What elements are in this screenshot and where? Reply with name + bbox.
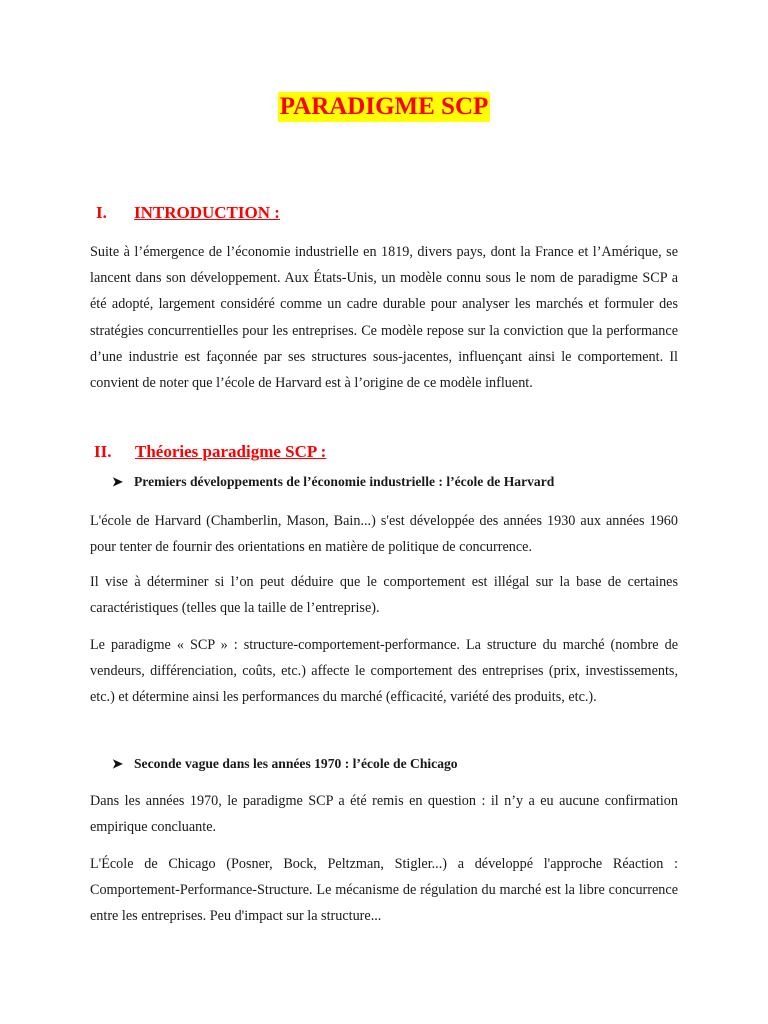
bullet-chicago	[112, 754, 458, 774]
harvard-paragraph-3: Le paradigme « SCP » : structure-comportement-performance. La structure du marché (nombre de vendeurs, différenciation, coûts, etc.) affecte le comportement des entreprises (prix, investissements, etc.) et détermine ainsi les performances du marché (efficacité, variété des produits, etc.).	[90, 637, 678, 706]
bullet-label: Premiers développements de l’économie industrielle : l’école de Harvard	[134, 474, 555, 489]
section-heading-introduction	[96, 202, 280, 224]
harvard-paragraph-2: Il vise à déterminer si l’on peut déduire que le comportement est illégal sur la base de certaines caractéristiques (telles que la taille de l’entreprise).	[90, 574, 678, 617]
section-label: INTRODUCTION :	[134, 203, 280, 222]
bullet-harvard	[112, 472, 554, 492]
chicago-paragraph-1: Dans les années 1970, le paradigme SCP a été remis en question : il n’y a eu aucune confirmation empirique concluante.	[90, 793, 678, 836]
section-label: Théories paradigme SCP :	[135, 442, 327, 461]
section-number: I.	[96, 203, 107, 222]
chicago-paragraph-2: L'École de Chicago (Posner, Bock, Peltzman, Stigler...) a développé l'approche Réaction : Comportement-Performance-Structure. Le mécanisme de régulation du marché est la libre concurrence entre les entreprises. Peu d'impact sur la structure...	[90, 856, 678, 925]
arrowhead-right-icon: ➤	[112, 756, 123, 771]
arrowhead-right-icon: ➤	[112, 474, 123, 489]
bullet-label: Seconde vague dans les années 1970 : l’école de Chicago	[134, 756, 458, 771]
title-container	[0, 92, 768, 122]
section-heading-theories	[94, 441, 326, 463]
document-title: PARADIGME SCP	[279, 93, 489, 120]
intro-paragraph: Suite à l’émergence de l’économie industrielle en 1819, divers pays, dont la France et l’Amérique, se lancent dans son développement. Aux États-Unis, un modèle connu sous le nom de paradigme SCP a été adopté, largement considéré comme un cadre durable pour analyser les marchés et formuler des stratégies concurrentielles pour les entreprises. Ce modèle repose sur la conviction que la performance d’une industrie est façonnée par ses structures sous-jacentes, influençant ainsi le comportement. Il convient de noter que l’école de Harvard est à l’origine de ce modèle influent.	[90, 244, 678, 392]
section-number: II.	[94, 442, 112, 461]
harvard-paragraph-1: L'école de Harvard (Chamberlin, Mason, Bain...) s'est développée des années 1930 aux années 1960 pour tenter de fournir des orientations en matière de politique de concurrence.	[90, 513, 678, 556]
